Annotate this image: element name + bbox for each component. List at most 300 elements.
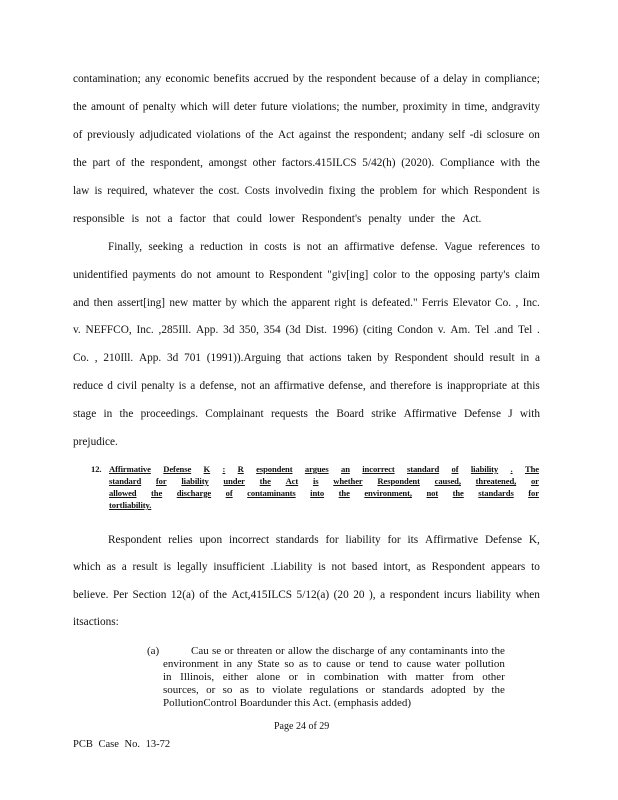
word: the — [315, 408, 330, 420]
word: the — [259, 129, 274, 141]
word: liability — [345, 534, 381, 546]
word: d — [107, 380, 113, 392]
word: by — [292, 73, 305, 85]
word: a — [534, 352, 540, 364]
word: could — [236, 213, 262, 225]
word: of — [245, 129, 255, 141]
word: contamination; — [73, 73, 141, 85]
word: the — [259, 476, 271, 486]
word: based — [351, 561, 378, 573]
word: the — [73, 157, 87, 169]
word: 5/42(h) — [362, 157, 396, 169]
word: with — [519, 408, 540, 420]
word: in — [306, 671, 316, 683]
word: regulations — [309, 684, 359, 696]
word: ,285Ill. — [158, 324, 192, 336]
word: the — [130, 157, 145, 169]
word: is — [312, 476, 319, 486]
word: a — [380, 589, 386, 601]
word: tend — [369, 658, 389, 670]
word: J — [508, 408, 513, 420]
text-line — [73, 212, 540, 226]
word: the — [491, 684, 505, 696]
word: andany — [411, 129, 445, 141]
word: matter — [192, 297, 222, 309]
word: is — [178, 380, 187, 392]
word: of — [115, 157, 126, 169]
word: actions — [309, 352, 342, 364]
word: defense, — [199, 380, 237, 392]
word: in — [103, 408, 113, 420]
word: a — [189, 241, 195, 253]
word: is — [318, 561, 326, 573]
word: for — [325, 534, 339, 546]
word: 5/12(a) — [296, 589, 330, 601]
text-line — [73, 407, 540, 421]
word: argues — [304, 464, 329, 474]
word: economic — [165, 73, 210, 85]
word: Respondent — [394, 352, 448, 364]
word: the — [335, 129, 350, 141]
word: not — [426, 488, 439, 498]
text-line — [73, 379, 540, 393]
word: Board — [336, 408, 364, 420]
word: amongst — [208, 157, 247, 169]
word: fixing — [328, 185, 356, 197]
word: an — [341, 464, 350, 474]
word: liability — [470, 464, 499, 474]
word: seeking — [148, 241, 183, 253]
word: threatened, — [475, 476, 517, 486]
word: espondent — [256, 464, 293, 474]
word: incorrect — [362, 464, 395, 474]
word: requests — [270, 408, 308, 420]
word: penalty — [141, 380, 175, 392]
text-line — [73, 72, 540, 86]
word: Act — [277, 129, 295, 141]
word: party's — [480, 269, 510, 281]
word: combination — [323, 671, 379, 683]
word: claim — [514, 269, 540, 281]
quote-line — [163, 684, 505, 697]
word: defeated." — [371, 297, 418, 309]
word: respondent, — [150, 157, 203, 169]
word: liability — [475, 589, 511, 601]
word: K, — [528, 534, 540, 546]
word: self — [448, 129, 465, 141]
word: penalty — [142, 101, 176, 113]
quote-line — [163, 658, 505, 671]
word: sclosure — [486, 129, 524, 141]
word: Section — [132, 589, 167, 601]
word: 3d — [167, 352, 179, 364]
word: future — [260, 101, 288, 113]
word: and — [73, 297, 90, 309]
word: by — [473, 684, 485, 696]
word: Defense — [163, 464, 192, 474]
word: 210Ill. — [103, 352, 134, 364]
word: or — [275, 645, 285, 657]
word: in — [163, 671, 172, 683]
word: Respondent — [473, 185, 528, 197]
word: as — [106, 561, 116, 573]
word: part — [92, 157, 111, 169]
word: of — [199, 589, 209, 601]
word: Per — [112, 589, 129, 601]
word: standard — [109, 476, 142, 486]
word: respondent; — [354, 129, 407, 141]
word: benefits — [213, 73, 250, 85]
word: adjudicated — [139, 129, 192, 141]
word: the — [73, 101, 87, 113]
word: against — [298, 129, 331, 141]
word: factor — [179, 213, 206, 225]
word: the — [151, 488, 163, 498]
heading-number: 12. — [91, 464, 102, 474]
word: is — [435, 380, 443, 392]
word: 354 — [263, 324, 281, 336]
word: into — [310, 488, 325, 498]
word: respondent — [389, 589, 440, 601]
word: Affirmative — [403, 408, 457, 420]
word: to — [312, 658, 322, 670]
word: liability. — [122, 500, 152, 510]
word: apparent — [291, 297, 331, 309]
word: so — [284, 658, 295, 670]
word: a — [190, 380, 196, 392]
word: new — [169, 297, 189, 309]
word: the — [119, 408, 134, 420]
word: se — [211, 645, 222, 657]
word: as — [239, 684, 249, 696]
word: environment — [163, 658, 219, 670]
word: under — [223, 476, 245, 486]
word: (citing — [362, 324, 393, 336]
word: Defense — [463, 408, 501, 420]
word: contaminants — [409, 645, 468, 657]
word: is — [94, 185, 103, 197]
word: which — [180, 101, 208, 113]
word: tort — [109, 500, 123, 510]
word: factors.415ILCS — [281, 157, 357, 169]
word: 701 — [184, 352, 202, 364]
word: reduction — [200, 241, 243, 253]
word: Inc. — [522, 297, 540, 309]
word: or — [224, 645, 234, 657]
word: result — [489, 352, 515, 364]
word: threaten — [236, 645, 273, 657]
word: NEFFCO, — [85, 324, 132, 336]
word: Respondent's — [301, 213, 362, 225]
word: 350, — [239, 324, 259, 336]
word: Costs — [244, 185, 270, 197]
word: Act. — [462, 213, 482, 225]
word: whatever — [152, 185, 195, 197]
word: is — [163, 561, 172, 573]
word: intort, — [383, 561, 411, 573]
word: incorrect — [228, 534, 270, 546]
word: Act — [285, 476, 299, 486]
word: its — [407, 534, 419, 546]
word: penalty — [368, 213, 402, 225]
word: not — [240, 380, 256, 392]
word: either — [222, 671, 248, 683]
word: responsible — [73, 213, 125, 225]
word: standards — [478, 488, 514, 498]
word: by — [377, 352, 389, 364]
word: the — [441, 213, 456, 225]
word: (1991)).Arguing — [206, 352, 281, 364]
word: . — [510, 464, 513, 474]
word: Inc. — [136, 324, 154, 336]
word: the — [199, 185, 214, 197]
word: should — [453, 352, 484, 364]
word: 3d — [223, 324, 235, 336]
word: Tel — [474, 324, 490, 336]
word: alone — [256, 671, 281, 683]
word: result — [132, 561, 158, 573]
word: not — [197, 269, 212, 281]
text-line — [73, 156, 540, 170]
word: in — [471, 73, 481, 85]
word: to — [531, 561, 540, 573]
word: an — [327, 241, 339, 253]
word: Respondent — [268, 269, 323, 281]
word: 12(a) — [170, 589, 195, 601]
word: standard — [406, 464, 440, 474]
word: standards — [382, 684, 424, 696]
word: a — [167, 213, 173, 225]
word: with — [387, 671, 407, 683]
word: cause — [406, 658, 432, 670]
word: the — [343, 101, 358, 113]
word: cause — [326, 658, 351, 670]
word: , — [515, 297, 519, 309]
word: the — [315, 645, 330, 657]
text-line — [73, 560, 540, 574]
word: of — [225, 488, 233, 498]
word: that — [212, 213, 230, 225]
word: and — [369, 380, 387, 392]
word: do — [180, 269, 193, 281]
word: of — [73, 129, 83, 141]
word: Respondent — [108, 534, 162, 546]
word: pollution — [465, 658, 505, 670]
word: matter — [415, 671, 444, 683]
word: to — [401, 269, 411, 281]
word: any — [236, 658, 253, 670]
word: affirmative — [344, 241, 395, 253]
word: andgravity — [491, 101, 540, 113]
word: Co. — [73, 352, 90, 364]
word: of — [451, 464, 459, 474]
heading-line — [109, 464, 539, 475]
word: a — [121, 561, 127, 573]
word: the — [491, 645, 505, 657]
word: in — [451, 101, 461, 113]
word: a — [433, 73, 439, 85]
word: or — [206, 684, 216, 696]
word: contaminants — [247, 488, 296, 498]
word: upon — [199, 534, 223, 546]
word: proximity — [402, 101, 448, 113]
word: reduce — [73, 380, 104, 392]
word: in — [249, 241, 258, 253]
word: to — [255, 269, 264, 281]
word: not — [146, 213, 161, 225]
word: time, — [464, 101, 488, 113]
word: Illinois, — [180, 671, 215, 683]
word: incurs — [443, 589, 472, 601]
word: assert[ing] — [117, 297, 166, 309]
word: water — [435, 658, 461, 670]
word: to — [256, 684, 265, 696]
word: an — [259, 380, 271, 392]
word: State — [257, 658, 280, 670]
word: to — [531, 241, 540, 253]
word: the — [213, 589, 227, 601]
word: of — [377, 645, 387, 657]
word: App. — [138, 352, 162, 364]
word: amount — [216, 269, 251, 281]
word: caused, — [434, 476, 461, 486]
word: the — [415, 269, 429, 281]
word: liability — [181, 476, 209, 486]
word: allowed — [109, 488, 137, 498]
word: is — [532, 185, 540, 197]
word: Am. — [450, 324, 471, 336]
word: relies — [168, 534, 193, 546]
heading-line — [109, 500, 151, 511]
word: Condon — [397, 324, 434, 336]
word: the — [360, 185, 375, 197]
word: adopted — [430, 684, 466, 696]
word: itsactions: — [73, 616, 119, 628]
word: stage — [73, 408, 97, 420]
word: cost. — [218, 185, 240, 197]
word: Compliance — [439, 157, 495, 169]
word: R — [237, 464, 244, 474]
word: K — [203, 464, 211, 474]
word: civil — [117, 380, 138, 392]
word: law — [73, 185, 90, 197]
word: is — [131, 213, 140, 225]
word: the — [526, 157, 540, 169]
word: in — [223, 658, 232, 670]
text-line — [108, 240, 540, 254]
word: : — [222, 464, 226, 474]
word: other — [252, 157, 276, 169]
word: sources, — [163, 684, 199, 696]
heading-line — [109, 488, 539, 499]
word: accrued — [253, 73, 289, 85]
word: Affirmative — [109, 464, 151, 474]
word: defense. — [400, 241, 438, 253]
word: amount — [91, 101, 125, 113]
word: The — [524, 464, 539, 474]
word: which — [241, 297, 269, 309]
word: "giv[ing] — [327, 269, 369, 281]
word: v. — [437, 324, 446, 336]
word: Act,415ILCS — [231, 589, 293, 601]
word: at — [511, 380, 520, 392]
word: -di — [469, 129, 483, 141]
word: costs — [264, 241, 287, 253]
word: 1996) — [331, 324, 359, 336]
quote-line — [163, 671, 505, 684]
word: on — [528, 129, 540, 141]
word: compliance; — [484, 73, 540, 85]
word: opposing — [433, 269, 476, 281]
word: respondent — [326, 73, 376, 85]
word: taken — [347, 352, 372, 364]
word: (2020). — [401, 157, 435, 169]
word: not — [331, 561, 346, 573]
word: Co. — [495, 297, 512, 309]
word: any — [144, 73, 162, 85]
word: the — [452, 488, 464, 498]
word: delay — [443, 73, 468, 85]
word: the — [308, 73, 323, 85]
word: will — [212, 101, 230, 113]
word: deter — [233, 101, 257, 113]
word: previously — [87, 129, 135, 141]
word: .and — [494, 324, 514, 336]
word: or — [530, 476, 539, 486]
word: under — [408, 213, 435, 225]
word: required, — [107, 185, 148, 197]
word: by — [225, 297, 237, 309]
text-line — [73, 435, 540, 449]
text-line — [73, 323, 540, 337]
word: for — [155, 476, 167, 486]
word: inappropriate — [446, 380, 508, 392]
word: as — [416, 561, 426, 573]
word: of — [129, 101, 139, 113]
word: Dist. — [305, 324, 327, 336]
word: violations — [196, 129, 241, 141]
word: then — [93, 297, 114, 309]
word: the — [338, 488, 350, 498]
word: . — [537, 324, 540, 336]
word: unidentified — [73, 269, 128, 281]
quote-line: PollutionControl Boardunder this Act. (emphasis added) — [163, 697, 412, 709]
word: from — [452, 671, 474, 683]
word: to — [393, 658, 402, 670]
word: for — [422, 185, 436, 197]
word: as — [298, 658, 309, 670]
word: Respondent — [431, 561, 485, 573]
word: or — [365, 684, 375, 696]
text-line — [73, 128, 540, 142]
word: violations; — [291, 101, 340, 113]
word: affirmative — [274, 380, 325, 392]
text-line — [73, 615, 540, 629]
text-line — [73, 588, 540, 602]
word: is — [360, 297, 368, 309]
word: (20 — [333, 589, 349, 601]
word: which — [73, 561, 101, 573]
quote-marker: (a) — [147, 645, 160, 657]
word: whether — [333, 476, 363, 486]
word: Defense — [485, 534, 523, 546]
text-line — [73, 184, 540, 198]
word: into — [471, 645, 489, 657]
word: any — [389, 645, 406, 657]
word: , — [94, 352, 98, 364]
case-number: PCB Case No. 13-72 — [73, 739, 171, 750]
word: defense, — [328, 380, 366, 392]
